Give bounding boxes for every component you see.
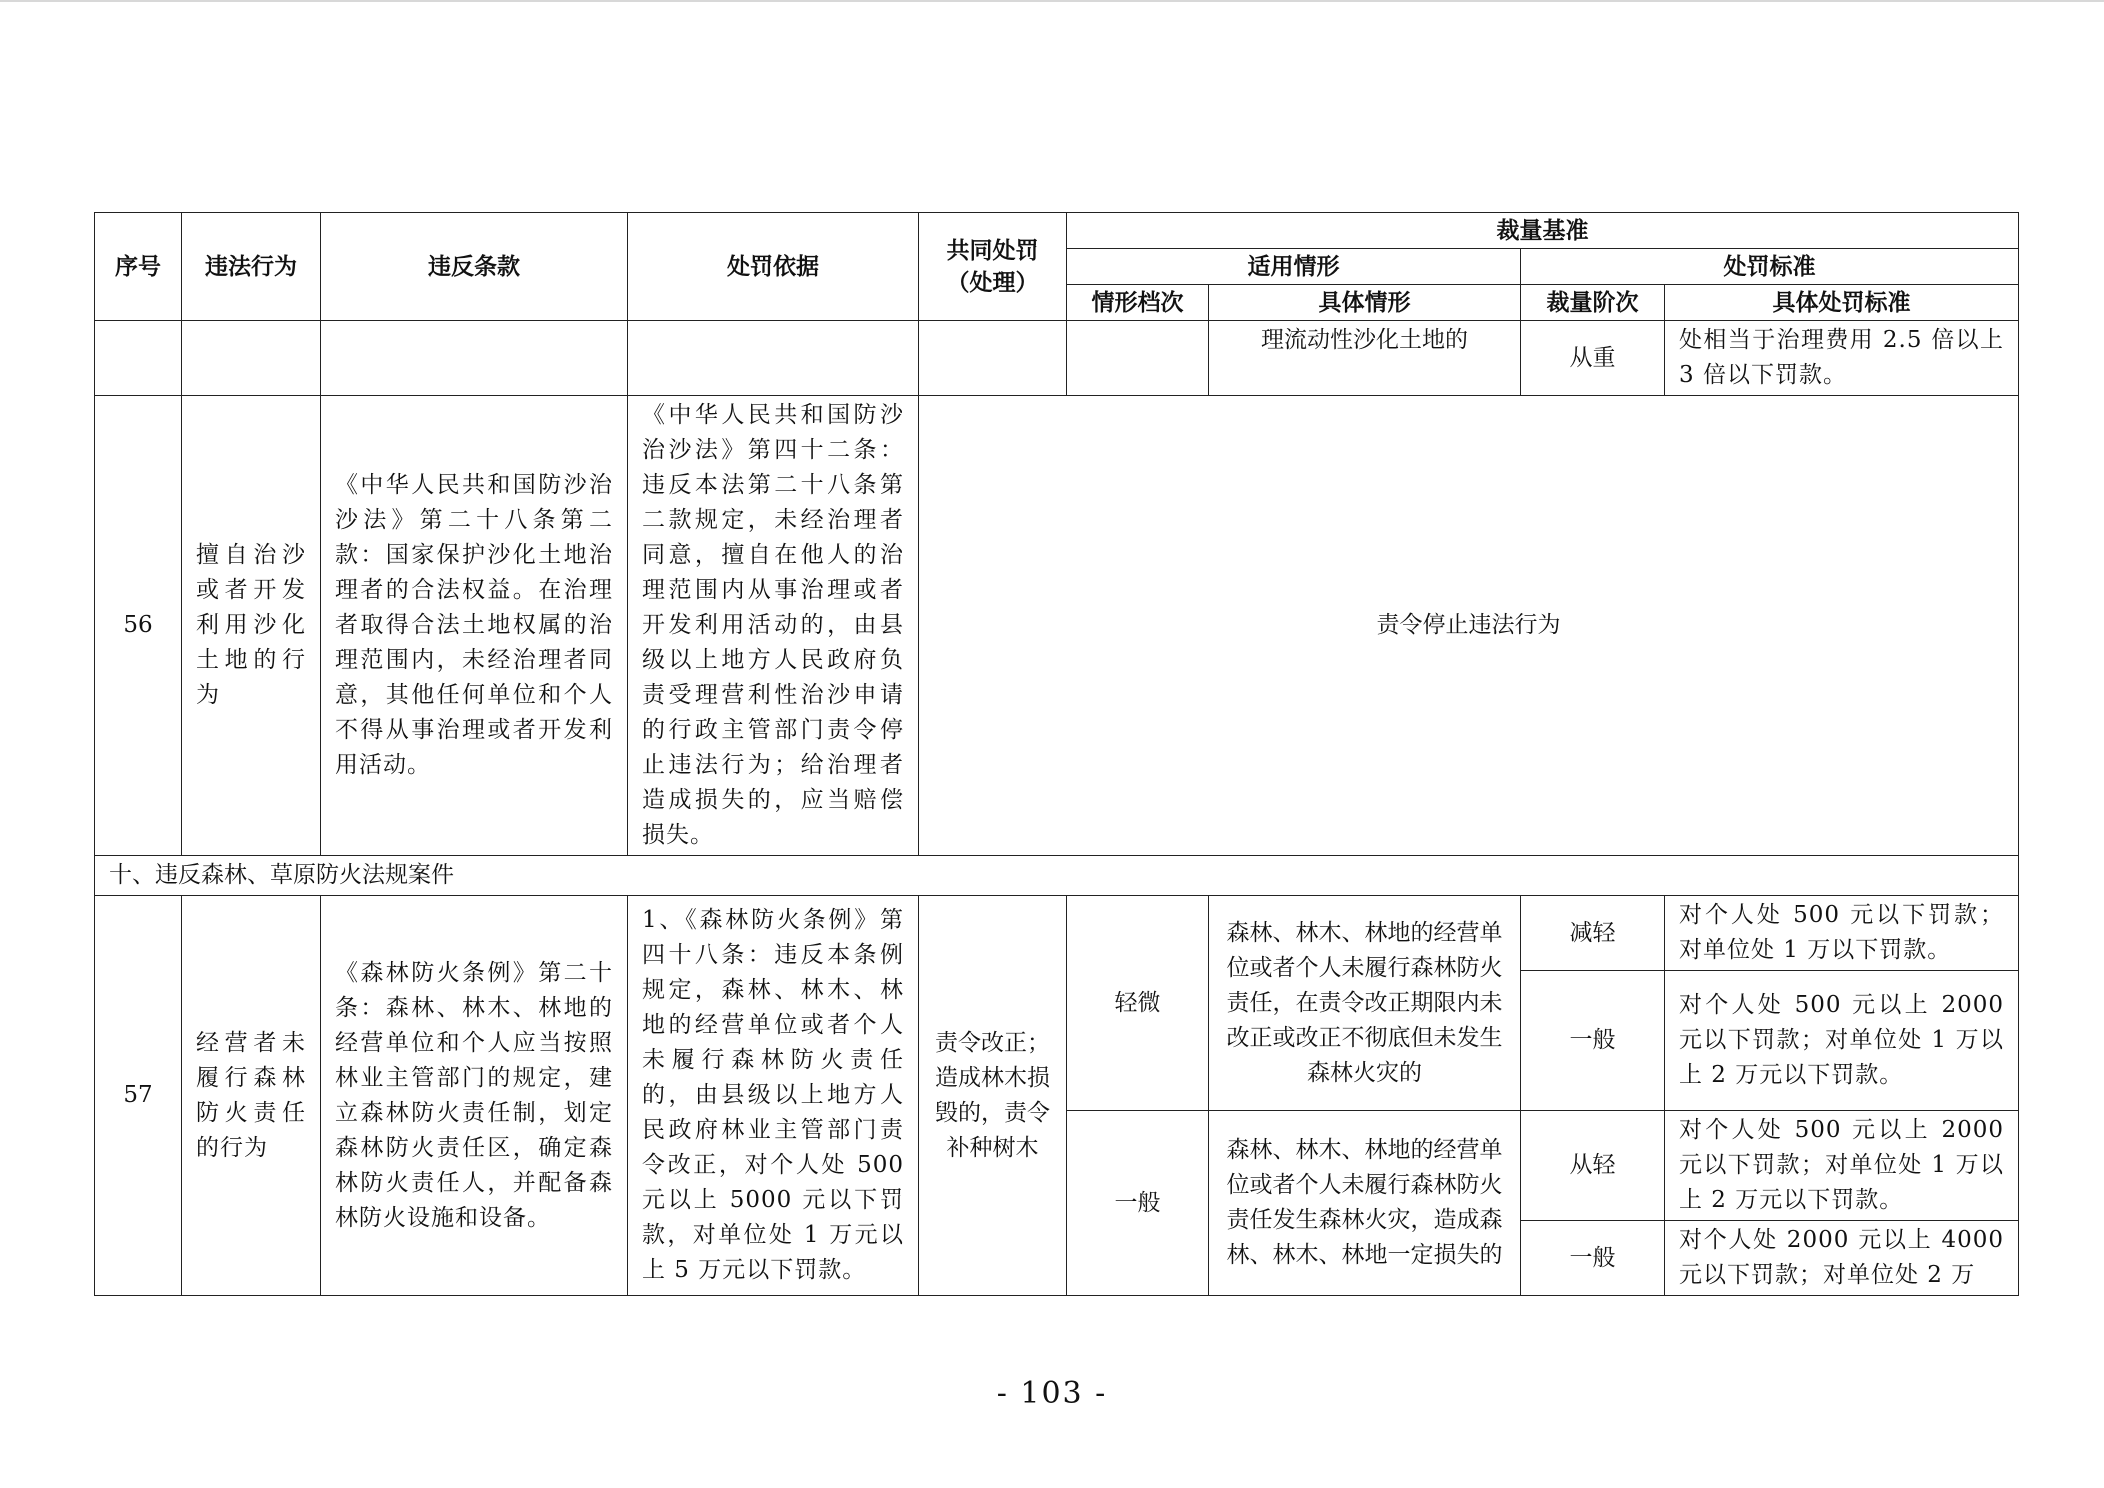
header-situation: 适用情形 [1067, 249, 1521, 285]
page-top-border [0, 0, 2104, 2]
continued-behavior [182, 321, 321, 396]
tier-2-item-2-standard: 对个人处 2000 元以上 4000 元以下罚款；对单位处 2 万 [1665, 1221, 2019, 1296]
continued-standard: 处相当于治理费用 2.5 倍以上 3 倍以下罚款。 [1665, 321, 2019, 396]
header-specific-standard: 具体处罚标准 [1665, 285, 2019, 321]
row57-joint: 责令改正；造成林木损毁的，责令补种树木 [919, 896, 1067, 1296]
row57-behavior: 经营者未履行森林防火责任的行为 [182, 896, 321, 1296]
tier-1-item-2-standard: 对个人处 500 元以上 2000 元以下罚款；对单位处 1 万以上 2 万元以下罚款。 [1665, 971, 2019, 1111]
continued-row [95, 321, 2019, 396]
header-clause: 违反条款 [321, 213, 628, 321]
header-behavior: 违法行为 [182, 213, 321, 321]
table-row-57 [95, 896, 2019, 971]
continued-disc-level: 从重 [1521, 321, 1665, 396]
continued-level [1067, 321, 1209, 396]
tier-2-situation: 森林、林木、林地的经营单位或者个人未履行森林防火责任发生森林火灾，造成森林、林木、林地一定损失的 [1209, 1111, 1521, 1296]
continued-joint [919, 321, 1067, 396]
header-joint: 共同处罚（处理） [919, 213, 1067, 321]
tier-2-item-1-standard: 对个人处 500 元以上 2000 元以下罚款；对单位处 1 万以上 2 万元以下罚款。 [1665, 1111, 2019, 1221]
tier-1-level: 轻微 [1067, 896, 1209, 1111]
header-seq: 序号 [95, 213, 182, 321]
page-number: - 103 - [996, 1376, 1108, 1411]
tier-1-item-1-disc: 减轻 [1521, 896, 1665, 971]
header-discretion: 裁量基准 [1067, 213, 2019, 249]
tier-1-item-2-disc: 一般 [1521, 971, 1665, 1111]
row57-basis: 1、《森林防火条例》第四十八条：违反本条例规定，森林、林木、林地的经营单位或者个人未履行森林防火责任的，由县级以上地方人民政府林业主管部门责令改正，对个人处 500 元以上 5000 元以下罚款，对单位处 1 万元以上 5 万元以下罚款。 [628, 896, 919, 1296]
penalty-discretion-table [94, 212, 2019, 1296]
row57-seq: 57 [95, 896, 182, 1296]
header-row-1 [95, 213, 2019, 249]
header-disc-level: 裁量阶次 [1521, 285, 1665, 321]
section-title: 十、违反森林、草原防火法规案件 [95, 856, 2019, 896]
row56-behavior: 擅自治沙或者开发利用沙化土地的行为 [182, 396, 321, 856]
header-basis: 处罚依据 [628, 213, 919, 321]
header-specific-situation: 具体情形 [1209, 285, 1521, 321]
row56-merged-standard: 责令停止违法行为 [919, 396, 2019, 856]
tier-2-level: 一般 [1067, 1111, 1209, 1296]
tier-2-item-1-disc: 从轻 [1521, 1111, 1665, 1221]
continued-situation: 理流动性沙化土地的 [1209, 321, 1521, 396]
tier-1-situation: 森林、林木、林地的经营单位或者个人未履行森林防火责任，在责令改正期限内未改正或改正不彻底但未发生森林火灾的 [1209, 896, 1521, 1111]
header-level: 情形档次 [1067, 285, 1209, 321]
table-row-56 [95, 396, 2019, 856]
continued-seq [95, 321, 182, 396]
continued-basis [628, 321, 919, 396]
row57-clause: 《森林防火条例》第二十条：森林、林木、林地的经营单位和个人应当按照林业主管部门的规定，建立森林防火责任制，划定森林防火责任区，确定森林防火责任人，并配备森林防火设施和设备。 [321, 896, 628, 1296]
tier-2-item-2-disc: 一般 [1521, 1221, 1665, 1296]
header-standard: 处罚标准 [1521, 249, 2019, 285]
row56-basis: 《中华人民共和国防沙治沙法》第四十二条：违反本法第二十八条第二款规定，未经治理者同意，擅自在他人的治理范围内从事治理或者开发利用活动的，由县级以上地方人民政府负责受理营利性治沙申请的行政主管部门责令停止违法行为；给治理者造成损失的，应当赔偿损失。 [628, 396, 919, 856]
row56-seq: 56 [95, 396, 182, 856]
continued-clause [321, 321, 628, 396]
section-title-row [95, 856, 2019, 896]
row56-clause: 《中华人民共和国防沙治沙法》第二十八条第二款：国家保护沙化土地治理者的合法权益。在治理者取得合法土地权属的治理范围内，未经治理者同意，其他任何单位和个人不得从事治理或者开发利用活动。 [321, 396, 628, 856]
tier-1-item-1-standard: 对个人处 500 元以下罚款；对单位处 1 万以下罚款。 [1665, 896, 2019, 971]
